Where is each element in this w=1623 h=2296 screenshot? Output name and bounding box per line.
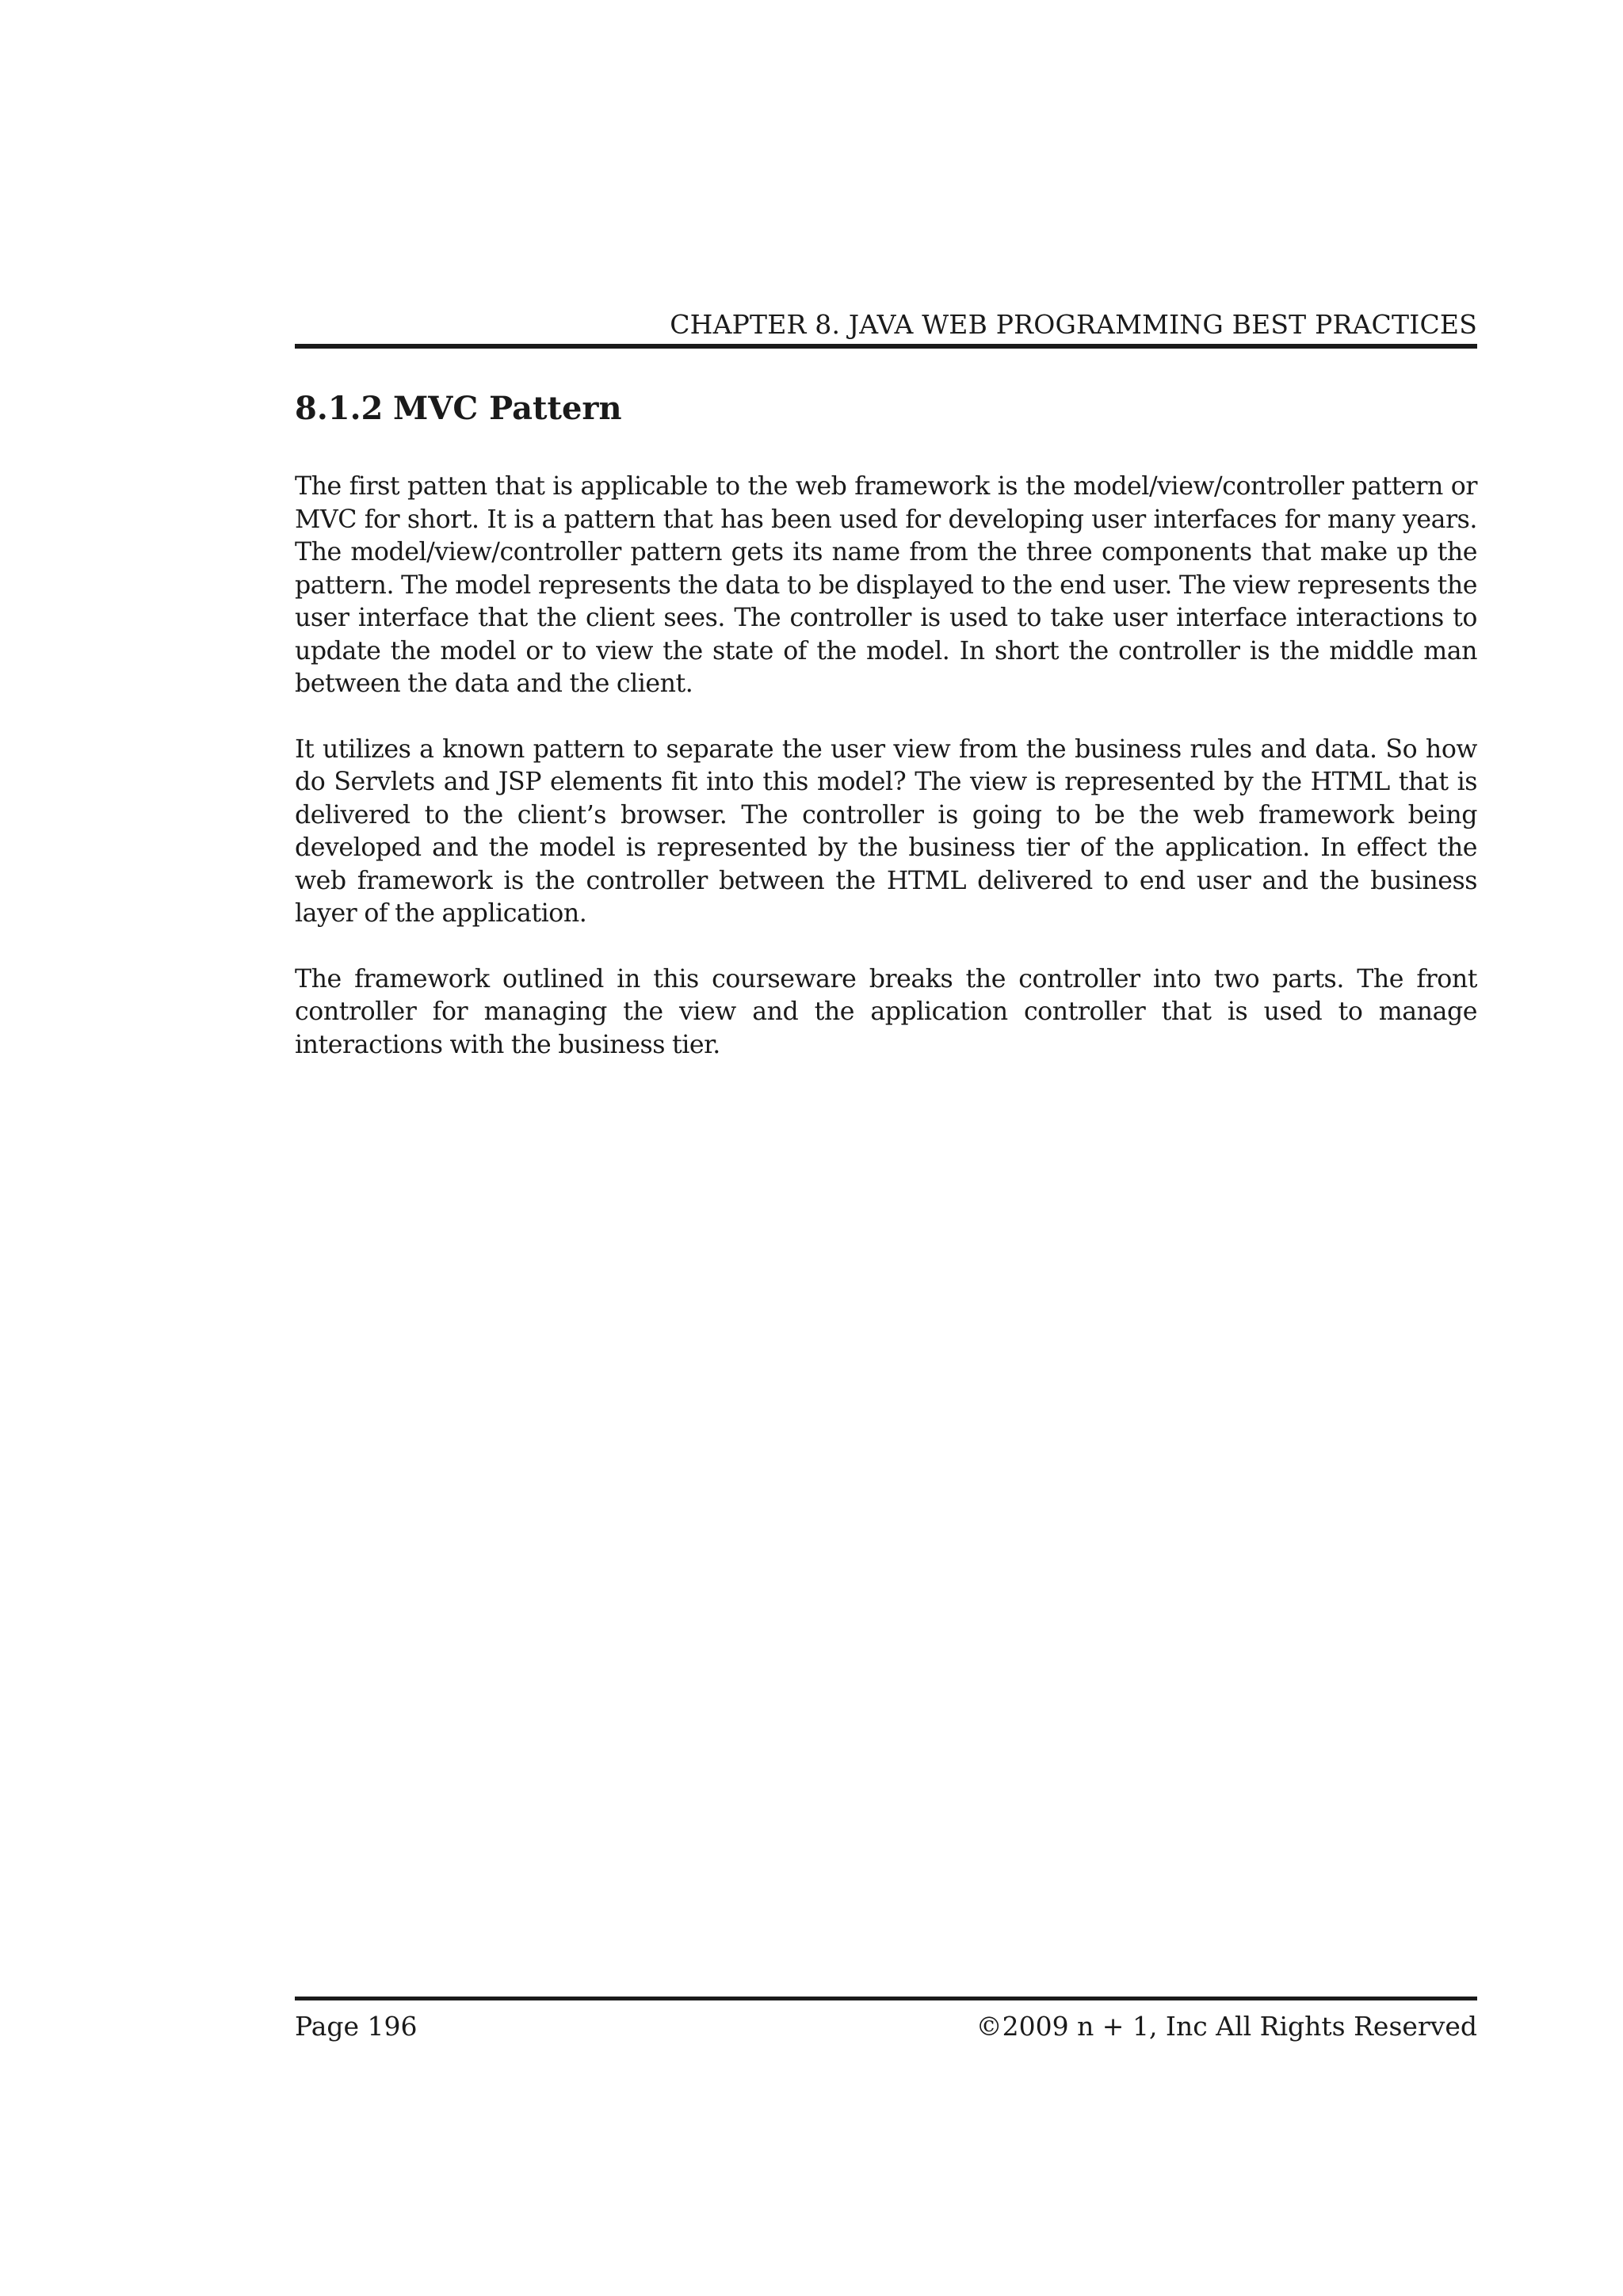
document-page [295,0,1477,2296]
footer-rule [295,1997,1477,2000]
paragraph-framework-controller: The framework outlined in this courseware breaks the controller into two parts. The front controller for managing the view and the application controller that is used to manage interactions with the business tier. [295,964,1477,1059]
body-text [295,471,1477,1094]
section-heading [295,390,622,427]
page-number: Page 196 [295,2011,418,2042]
running-head: CHAPTER 8. JAVA WEB PROGRAMMING BEST PRACTICES [670,309,1477,340]
header-rule [295,344,1477,349]
section-title: MVC Pattern [393,390,622,427]
paragraph-mvc-intro: The first patten that is applicable to the web framework is the model/view/controller pattern or MVC for short. It is a pattern that has been used for developing user interfaces for many years. The model/view/controller pattern gets its name from the three components that make up the pattern. The model represents the data to be displayed to the end user. The view represents the user interface that the client sees. The controller is used to take user interface interactions to update the model or to view the state of the model. In short the controller is the middle man between the data and the client. [295,472,1477,698]
paragraph-servlets-jsp: It utilizes a known pattern to separate the user view from the business rules and data. So how do Servlets and JSP elements fit into this model? The view is represented by the HTML that is delivered to the client’s browser. The controller is going to be the web framework being developed and the model is represented by the business tier of the application. In effect the web framework is the controller between the HTML delivered to end user and the business layer of the application. [295,734,1477,928]
copyright-notice: ©2009 n + 1, Inc All Rights Reserved [976,2011,1477,2042]
section-number: 8.1.2 [295,390,384,427]
